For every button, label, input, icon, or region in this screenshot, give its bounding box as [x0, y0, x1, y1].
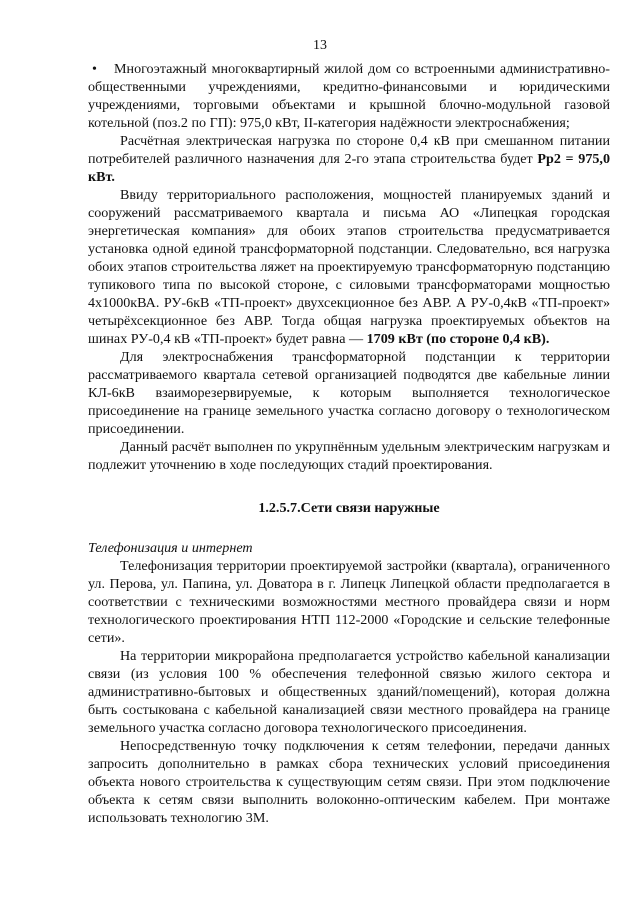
- section-subheading: Телефонизация и интернет: [88, 540, 253, 556]
- section-heading: 1.2.5.7.Сети связи наружные: [258, 500, 440, 516]
- territory-paragraph-text: Ввиду территориального расположения, мощностей планируемых зданий и сооружений рассматриваемого квартала и письма АО «Липецкая городская энергетическая компания» для обоих этапов строительства предусматривается установка одной единой трансформаторной подстанции. Следовательно, вся нагрузка обоих этапов строительства ляжет на проектируемую трансформаторную подстанцию тупикового типа по высокой стороне, с силовыми трансформаторами мощностью 4х1000кВА. РУ-6кВ «ТП-проект» двухсекционное без АВР. А РУ-0,4кВ «ТП-проект» четырёхсекционное без АВР. Тогда общая нагрузка проектируемых объектов на шинах РУ-0,4 кВ «ТП-проект» будет равна —: [88, 187, 610, 347]
- telephony-paragraph: Телефонизация территории проектируемой застройки (квартала), ограниченного ул. Перова, ул. Папина, ул. Доватора в г. Липецк Липецкой области предполагается в соответствии с техническими возможностями местного провайдера связи и норм технологического проектирования НТП 112-2000 «Городские и сельские телефонные сети».: [88, 558, 610, 646]
- page-content: [88, 60, 610, 827]
- bullet-item: [88, 60, 610, 132]
- bullet-text: Многоэтажный многоквартирный жилой дом со встроенными административно-общественными учреждениями, кредитно-финансовыми и юридическими учреждениями, торговыми объектами и крышной блочно-модульной газовой котельной (поз.2 по ГП): 975,0 кВт, II-категория надёжности электроснабжения;: [88, 61, 610, 131]
- territory-paragraph: [88, 186, 610, 348]
- cable-duct-paragraph: На территории микрорайона предполагается устройство кабельной канализации связи (из условия 100 % обеспечения телефонной связью жилого сектора и административно-бытовых и общественных зданий/помещений), которая должна быть состыкована с кабельной канализацией связи местного провайдера на границе земельного участка согласно договора технологического присоединения.: [88, 648, 610, 736]
- supply-paragraph: Для электроснабжения трансформаторной подстанции к территории рассматриваемого квартала сетевой организацией подводятся две кабельные линии КЛ-6кВ взаиморезервируемые, к которым выполняется технологическое присоединение на границе земельного участка согласно договору о технологическом присоединении.: [88, 349, 610, 437]
- bullet-icon: •: [92, 61, 97, 77]
- page-number: 13: [313, 38, 327, 53]
- load-paragraph: [88, 132, 610, 186]
- calculation-paragraph: Данный расчёт выполнен по укрупнённым удельным электрическим нагрузкам и подлежит уточнению в ходе последующих стадий проектирования.: [88, 439, 610, 473]
- load-paragraph-text: Расчётная электрическая нагрузка по стороне 0,4 кВ при смешанном питании потребителей различного назначения для 2-го этапа строительства будет: [88, 133, 610, 167]
- connection-paragraph: Непосредственную точку подключения к сетям телефонии, передачи данных запросить дополнительно в рамках сбора технических условий присоединения объекта нового строительства к существующим сетям связи. При этом подключение объекта к сетям связи выполнить волоконно-оптическим кабелем. При монтаже использовать технологию 3М.: [88, 738, 610, 826]
- load-value: Pр2 = 975,0 кВт.: [88, 151, 610, 185]
- total-load-value: 1709 кВт (по стороне 0,4 кВ).: [366, 331, 550, 347]
